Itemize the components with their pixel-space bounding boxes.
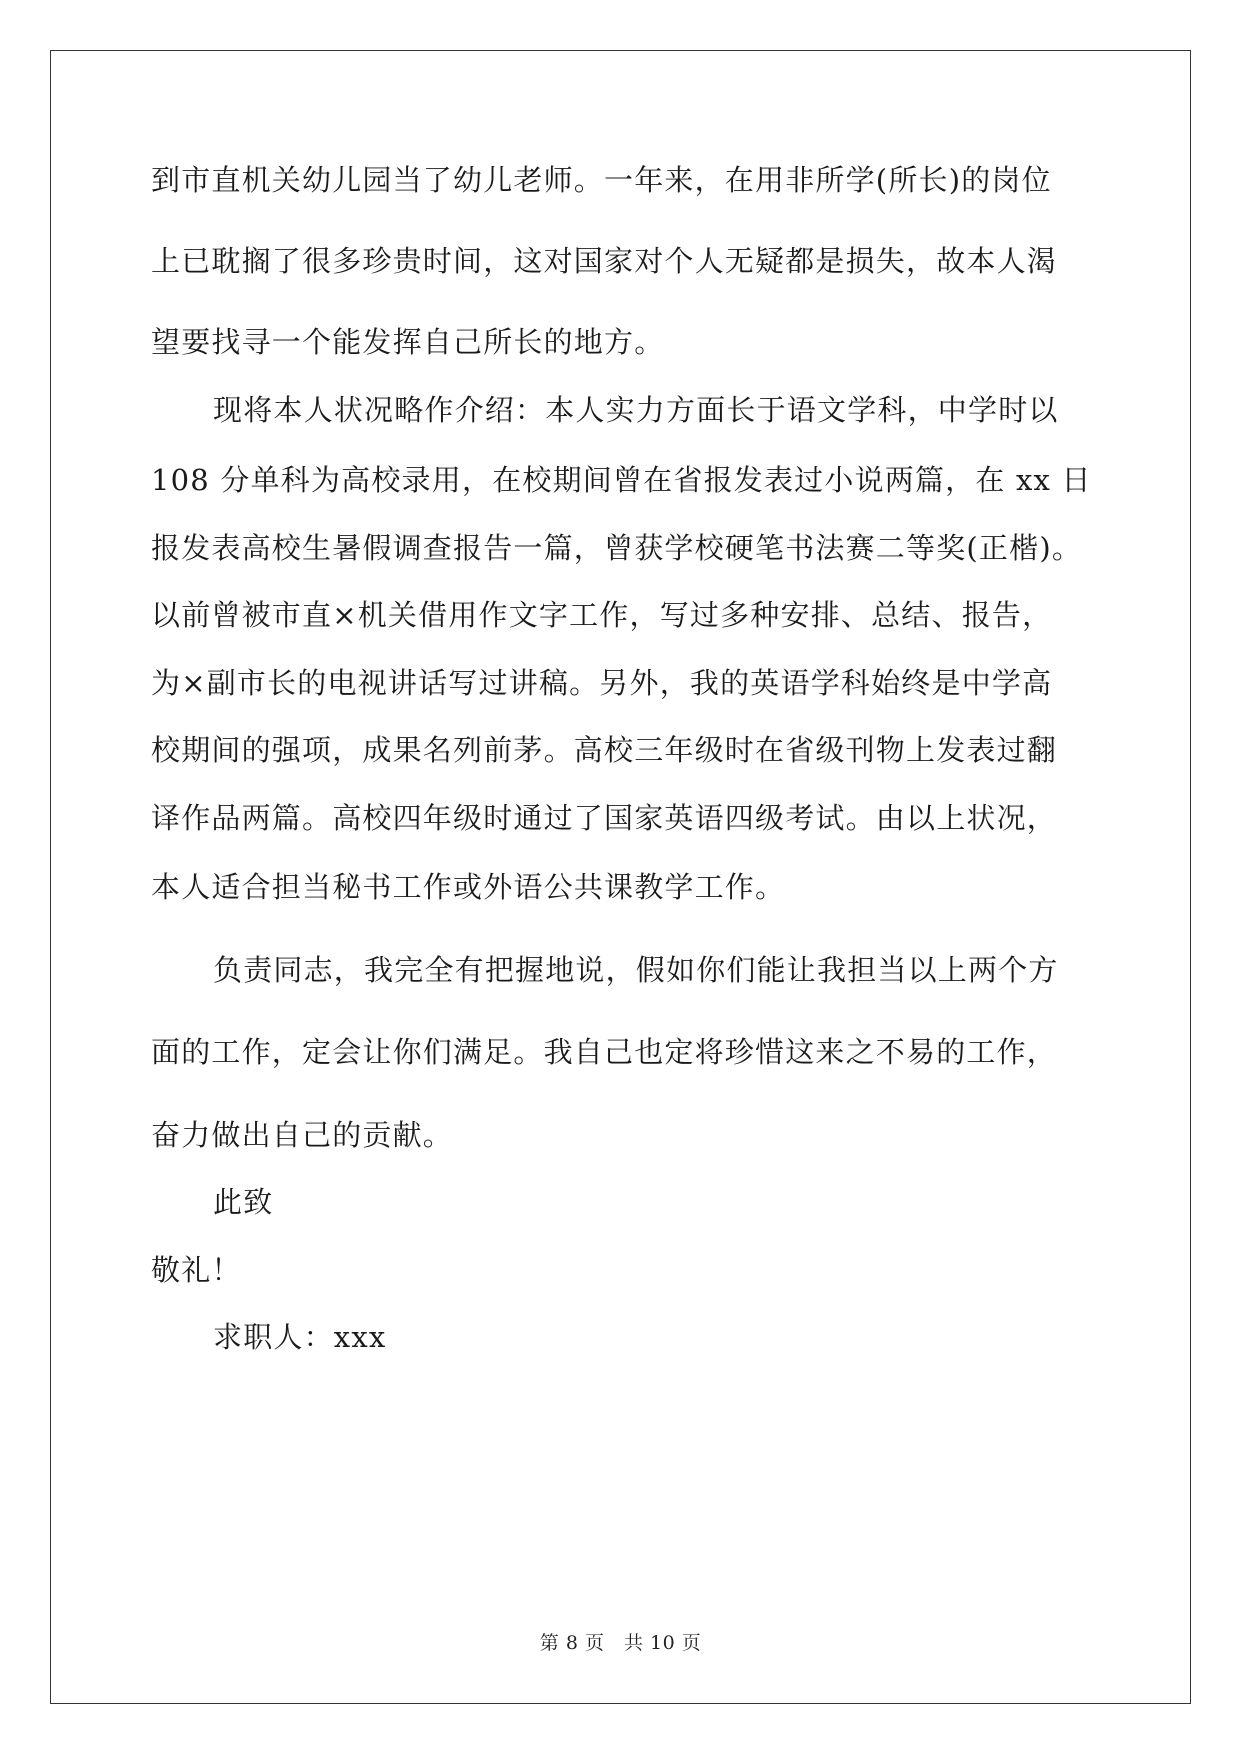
paragraph-start-line: 现将本人状况略作介绍：本人实力方面长于语文学科，中学时以 [213, 393, 1059, 427]
text-line: 面的工作，定会让你们满足。我自己也定将珍惜这来之不易的工作， [151, 1035, 1058, 1069]
text-line: 报发表高校生暑假调查报告一篇，曾获学校硬笔书法赛二等奖(正楷)。 [151, 531, 1083, 565]
text-line: 校期间的强项，成果名列前茅。高校三年级时在省级刊物上发表过翻 [151, 733, 1058, 767]
signature-line: 求职人：xxx [213, 1320, 387, 1354]
text-line: 为×副市长的电视讲话写过讲稿。另外，我的英语学科始终是中学高 [151, 666, 1053, 700]
text-line: 以前曾被市直×机关借用作文字工作，写过多种安排、总结、报告， [151, 598, 1053, 632]
page-number-footer: 第 8 页 共 10 页 [539, 1632, 702, 1654]
paragraph-start-line: 负责同志，我完全有把握地说，假如你们能让我担当以上两个方 [213, 953, 1059, 987]
closing-salutation: 此致 [213, 1185, 274, 1219]
text-line: 到市直机关幼儿园当了幼儿老师。一年来，在用非所学(所长)的岗位 [151, 163, 1052, 197]
text-line: 108 分单科为高校录用，在校期间曾在省报发表过小说两篇，在 xx 日 [151, 463, 1092, 497]
text-line: 译作品两篇。高校四年级时通过了国家英语四级考试。由以上状况， [151, 801, 1058, 835]
text-line: 奋力做出自己的贡献。 [151, 1118, 454, 1152]
text-line: 本人适合担当秘书工作或外语公共课教学工作。 [151, 870, 786, 904]
text-line: 望要找寻一个能发挥自己所长的地方。 [151, 325, 665, 359]
text-line: 上已耽搁了很多珍贵时间，这对国家对个人无疑都是损失，故本人渴 [151, 244, 1058, 278]
closing-respect: 敬礼！ [151, 1253, 242, 1287]
